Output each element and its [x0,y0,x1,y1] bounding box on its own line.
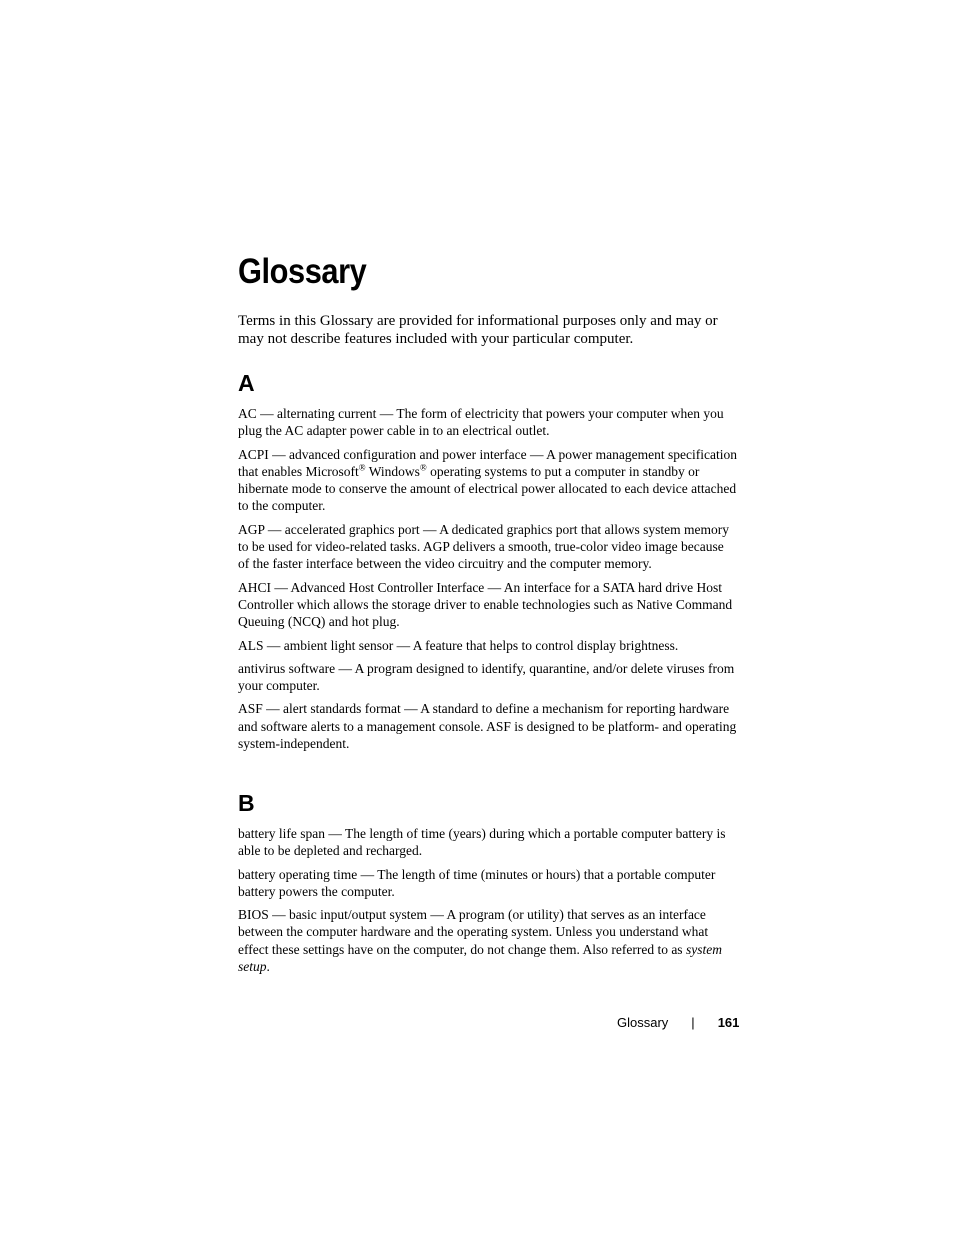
entry-als: ALS — ambient light sensor — A feature that helps to control display brightness. [238,637,679,653]
section-heading-b: B [238,790,255,816]
intro-paragraph: Terms in this Glossary are provided for informational purposes only and may or may not describe features included with your particular computer. [238,313,718,347]
entry-bios: BIOS — basic input/output system — A program (or utility) that serves as an interface between the computer hardware and the operating system. Unless you understand what effect these settings have on the computer, do not change them. Also referred to as system setup. [238,907,722,975]
section-b-entries [238,825,738,981]
section-a-entries [238,405,738,758]
footer-separator: | [691,1015,695,1030]
entry-battery-operating-time: battery operating time — The length of time (minutes or hours) that a portable computer battery powers the computer. [238,866,716,899]
entry-asf: ASF — alert standards format — A standard to define a mechanism for reporting hardware and software alerts to a management console. ASF is designed to be platform- and operating system-independent. [238,701,737,752]
entry-ac: AC — alternating current — The form of electricity that powers your computer when you plug the AC adapter power cable in to an electrical outlet. [238,406,724,439]
footer-section-label: Glossary [617,1015,669,1030]
entry-agp: AGP — accelerated graphics port — A dedicated graphics port that allows system memory to be used for video-related tasks. AGP delivers a smooth, true-color video image because of the faster interface between the video circuitry and the computer memory. [238,521,729,572]
entry-acpi: ACPI — advanced configuration and power interface — A power management specification that enables Microsoft® Windows® operating systems to put a computer in standby or hibernate mode to conserve the amount of electrical power allocated to each device attached to the computer. [238,446,737,514]
section-heading-a: A [238,370,255,396]
page-number: 161 [717,1015,740,1030]
page-footer [617,1015,739,1030]
page-title: Glossary [238,252,367,291]
entry-battery-life-span: battery life span — The length of time (years) during which a portable computer battery is able to be depleted and recharged. [238,826,726,859]
entry-antivirus-software: antivirus software — A program designed to identify, quarantine, and/or delete viruses from your computer. [238,660,735,694]
entry-ahci: AHCI — Advanced Host Controller Interface — An interface for a SATA hard drive Host Controller which allows the storage driver to enable technologies such as Native Command Queuing (NCQ) and hot plug. [238,579,733,630]
